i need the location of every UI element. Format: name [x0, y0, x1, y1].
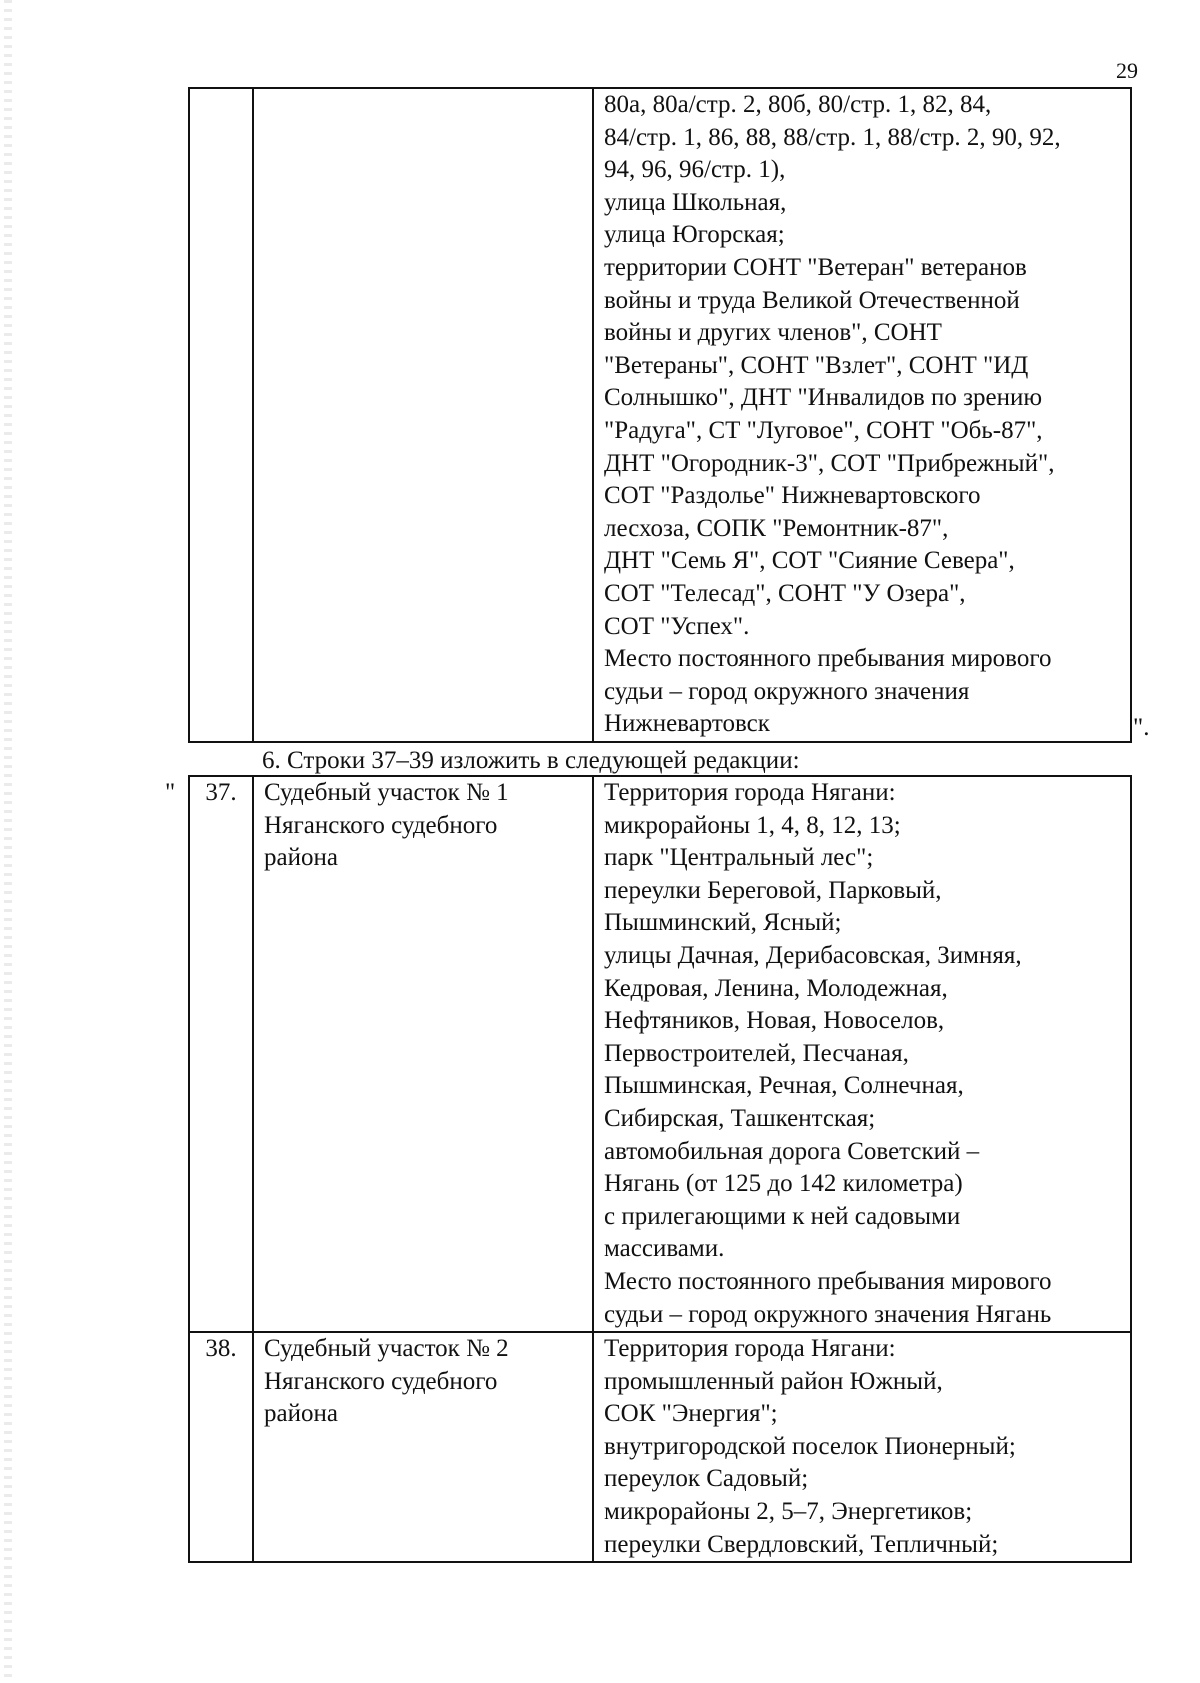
row-number-cell: 37.: [189, 776, 253, 1332]
district-name-cell: [253, 88, 593, 742]
territory-line: 94, 96, 96/стр. 1),: [604, 156, 786, 184]
table-row: [189, 1332, 1131, 1562]
district-name-line: района: [264, 844, 338, 872]
territory-line: парк "Центральный лес";: [604, 844, 874, 872]
continuation-table: [188, 87, 1132, 743]
territory-line: промышленный район Южный,: [604, 1367, 943, 1395]
territory-line: "Ветераны", СОНТ "Взлет", СОНТ "ИД: [604, 351, 1029, 379]
district-name-cell: [253, 1332, 593, 1562]
territory-line: Нижневартовск: [604, 710, 770, 738]
territory-line: Место постоянного пребывания мирового: [604, 645, 1052, 673]
territory-line: 84/стр. 1, 86, 88, 88/стр. 1, 88/стр. 2, 90, 92,: [604, 123, 1061, 151]
territory-line: войны и других членов", СОНТ: [604, 319, 942, 347]
closing-quote: ".: [1133, 714, 1150, 741]
territory-line: Пышминская, Речная, Солнечная,: [604, 1072, 964, 1100]
district-name-cell: [253, 776, 593, 1332]
territory-line: внутригородской поселок Пионерный;: [604, 1432, 1016, 1460]
scan-margin-artifact: [4, 0, 12, 1683]
territory-line: территории СОНТ "Ветеран" ветеранов: [604, 253, 1027, 281]
page-number: 29: [1116, 58, 1138, 83]
territory-line: СОТ "Успех".: [604, 612, 750, 640]
amended-rows-table: [188, 775, 1132, 1563]
territory-line: микрорайоны 2, 5–7, Энергетиков;: [604, 1498, 973, 1526]
district-name-line: Няганского судебного: [264, 811, 498, 839]
territory-line: лесхоза, СОПК "Ремонтник-87",: [604, 514, 949, 542]
territory-line: Сибирская, Ташкентская;: [604, 1104, 876, 1132]
territory-line: Место постоянного пребывания мирового: [604, 1267, 1052, 1295]
territory-line: "Радуга", СТ "Луговое", СОНТ "Обь-87",: [604, 416, 1043, 444]
amendment-instruction: 6. Строки 37–39 изложить в следующей редакции:: [262, 747, 800, 774]
territory-line: Территория города Нягани:: [604, 1335, 896, 1363]
territory-line: улицы Дачная, Дерибасовская, Зимняя,: [604, 941, 1022, 969]
territory-line: автомобильная дорога Советский –: [604, 1137, 980, 1165]
territory-line: судьи – город окружного значения Нягань: [604, 1300, 1052, 1328]
territory-cell: [593, 88, 1131, 742]
territory-line: Территория города Нягани:: [604, 779, 896, 806]
territory-cell: [593, 1332, 1131, 1562]
territory-line: массивами.: [604, 1235, 725, 1263]
territory-line: Пышминский, Ясный;: [604, 909, 842, 937]
territory-line: с прилегающими к ней садовыми: [604, 1202, 961, 1230]
territory-line: микрорайоны 1, 4, 8, 12, 13;: [604, 811, 901, 839]
territory-line: СОТ "Телесад", СОНТ "У Озера",: [604, 579, 966, 607]
territory-line: переулки Береговой, Парковый,: [604, 876, 942, 904]
territory-cell: [593, 776, 1131, 1332]
territory-line: улица Югорская;: [604, 221, 785, 249]
district-name-line: Судебный участок № 1: [264, 779, 509, 806]
district-name-line: Няганского судебного: [264, 1367, 498, 1395]
territory-line: переулок Садовый;: [604, 1465, 809, 1493]
district-name-line: района: [264, 1400, 338, 1428]
opening-quote: ": [165, 779, 176, 806]
territory-line: войны и труда Великой Отечественной: [604, 286, 1020, 314]
territory-line: улица Школьная,: [604, 188, 787, 216]
territory-line: Солнышко", ДНТ "Инвалидов по зрению: [604, 384, 1043, 412]
territory-line: судьи – город окружного значения: [604, 677, 970, 705]
district-name-line: Судебный участок № 2: [264, 1335, 509, 1363]
territory-line: СОК "Энергия";: [604, 1400, 778, 1428]
territory-line: переулки Свердловский, Тепличный;: [604, 1530, 999, 1558]
table-row: [189, 776, 1131, 1332]
territory-line: Нефтяников, Новая, Новоселов,: [604, 1007, 945, 1035]
table-row: [189, 88, 1131, 742]
territory-line: Нягань (от 125 до 142 километра): [604, 1170, 963, 1198]
row-number-cell: 38.: [189, 1332, 253, 1562]
territory-line: Первостроителей, Песчаная,: [604, 1039, 909, 1067]
territory-line: СОТ "Раздолье" Нижневартовского: [604, 482, 981, 510]
territory-line: 80а, 80а/стр. 2, 80б, 80/стр. 1, 82, 84,: [604, 91, 992, 118]
territory-line: Кедровая, Ленина, Молодежная,: [604, 974, 948, 1002]
row-number-cell: [189, 88, 253, 742]
territory-line: ДНТ "Семь Я", СОТ "Сияние Севера",: [604, 547, 1015, 575]
territory-line: ДНТ "Огородник-3", СОТ "Прибрежный",: [604, 449, 1055, 477]
